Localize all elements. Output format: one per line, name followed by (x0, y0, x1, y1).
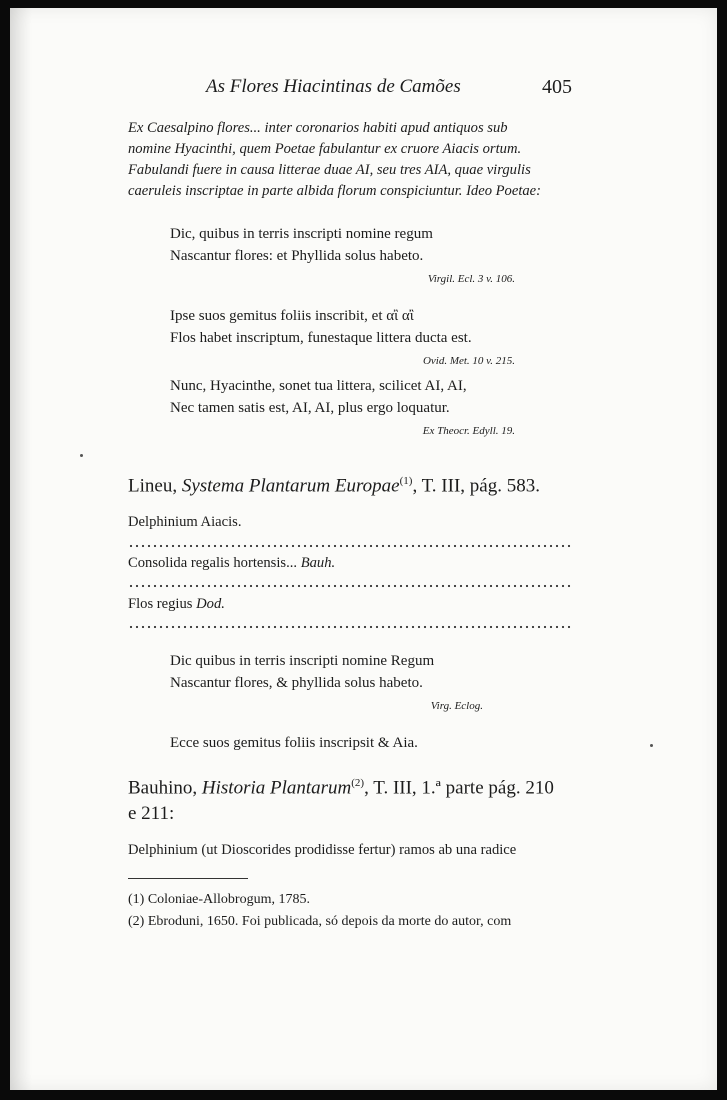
heading-author: Bauhino, (128, 777, 198, 799)
body-text-line: Delphinium (ut Dioscorides prodidisse fertur) ramos ab una radice (128, 842, 517, 858)
entry-abbr: Bauh. (300, 555, 336, 571)
footnote-ref: (1) (399, 475, 413, 487)
verse-citation: Virgil. Ecl. 3 v. 106. (427, 273, 515, 285)
page-binding-shadow (10, 8, 32, 1090)
verse-line: Dic quibus in terris inscripti nomine Regum (170, 653, 435, 669)
verse-line: Ipse suos gemitus foliis inscribit, et αἲ αἲ (170, 308, 414, 324)
verse-line: Ecce suos gemitus foliis inscripsit & Aia. (170, 735, 418, 751)
heading-title: Systema Plantarum Europae (181, 475, 400, 497)
intro-line: nomine Hyacinthi, quem Poetae fabulantur ex cruore Aiacis ortum. (128, 141, 522, 157)
verse-line: Dic, quibus in terris inscripti nomine regum (170, 226, 433, 242)
verse-line: Nunc, Hyacinthe, sonet tua littera, scilicet AI, AI, (170, 378, 467, 394)
dotted-leader (128, 624, 572, 630)
ecce-line (170, 733, 515, 755)
footnote-rule (128, 878, 248, 879)
page-header (128, 76, 572, 106)
heading-rest: , T. III, 1.ª parte pág. 210 (364, 777, 554, 799)
section-heading-bauhino (128, 770, 572, 827)
dotted-leader (128, 543, 572, 549)
verse-block-ovid (170, 306, 515, 373)
entry-label: Consolida regalis hortensis... (128, 555, 298, 571)
verse-line: Flos habet inscriptum, funestaque littera ducta est. (170, 329, 472, 346)
verse-block-lineu (170, 651, 515, 718)
intro-line: caeruleis inscriptae in parte albida florum conspiciuntur. Ideo Poetae: (128, 183, 542, 199)
footnote-1: (1) Coloniae-Allobrogum, 1785. (128, 892, 310, 907)
verse-line: Nascantur flores, & phyllida solus habeto. (170, 674, 423, 691)
heading-author: Lineu, (128, 475, 178, 497)
verse-citation: Virg. Eclog. (430, 700, 483, 712)
verse-block-virgil (170, 224, 515, 291)
verse-line: Nec tamen satis est, AI, AI, plus ergo loquatur. (170, 399, 450, 416)
heading-continuation: e 211: (128, 803, 175, 825)
intro-paragraph (128, 118, 572, 202)
heading-title: Historia Plantarum (201, 777, 352, 799)
entry-delphinium (128, 514, 242, 531)
verse-citation: Ovid. Met. 10 v. 215. (422, 355, 515, 367)
entry-consolida (128, 555, 335, 572)
intro-line: Ex Caesalpino flores... inter coronarios habiti apud antiquos sub (128, 120, 508, 136)
page-number: 405 (542, 76, 572, 98)
verse-line: Nascantur flores: et Phyllida solus habeto. (170, 247, 424, 264)
footnote-2: (2) Ebroduni, 1650. Foi publicada, só depois da morte do autor, com (128, 914, 512, 929)
section-heading-lineu (128, 468, 572, 499)
verse-block-theocritus (170, 376, 515, 443)
dotted-leader (128, 583, 572, 589)
entry-abbr: Dod. (196, 596, 225, 612)
verse-citation: Ex Theocr. Edyll. 19. (422, 425, 515, 437)
running-title: As Flores Hiacintinas de Camões (206, 76, 461, 97)
entry-label: Flos regius (128, 596, 193, 612)
scan-speck (80, 454, 83, 457)
scan-speck (650, 744, 653, 747)
footnote-ref: (2) (351, 777, 365, 789)
entry-flos-regius (128, 596, 225, 613)
entry-label: Delphinium Aiacis. (128, 514, 242, 530)
heading-rest: , T. III, pág. 583. (412, 475, 540, 497)
intro-line: Fabulandi fuere in causa litterae duae AI, seu tres AIA, quae virgulis (128, 162, 531, 178)
